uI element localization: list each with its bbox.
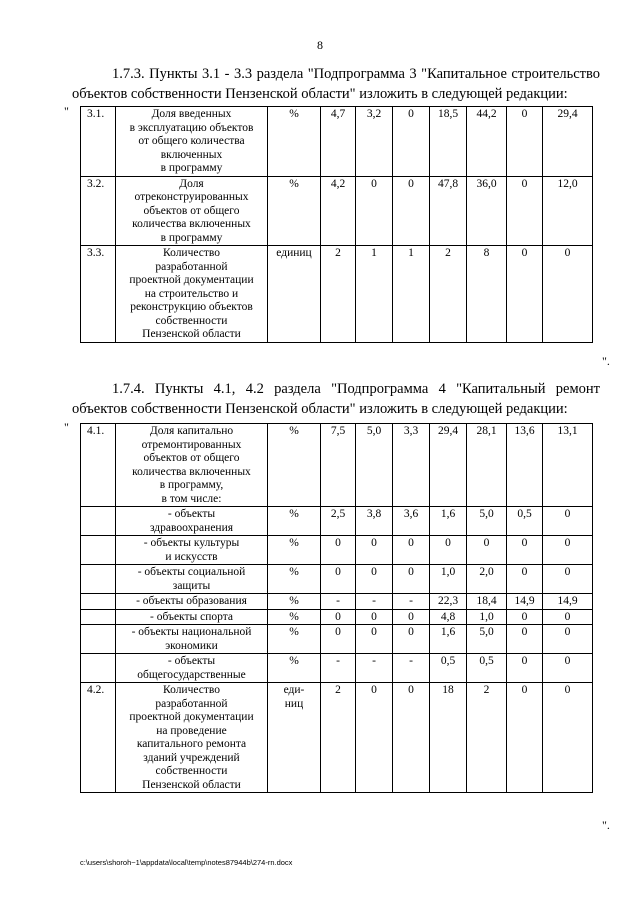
indicator-name-cell	[116, 625, 268, 654]
row-number-cell	[81, 536, 116, 565]
indicator-name-line: разработанной	[155, 260, 228, 273]
indicator-name-line: количества включенных	[132, 465, 251, 478]
row-number-cell: 4.1.	[81, 424, 116, 507]
value-cell: 2	[321, 683, 356, 793]
section1-heading-line1: 1.7.3. Пункты 3.1 - 3.3 раздела "Подпрограмма 3 "Капитальное строительство	[112, 66, 600, 82]
row-number-cell	[81, 654, 116, 683]
unit-cell: еди- ниц	[268, 683, 321, 793]
table-row	[81, 507, 593, 536]
value-cell: 29,4	[543, 107, 593, 177]
table-row	[81, 246, 593, 343]
indicator-name-line: отремонтированных	[141, 438, 242, 451]
indicator-name-line: - объекты культуры	[143, 537, 240, 549]
section2-heading-line2: объектов собственности Пензенской области" изложить в следующей редакции:	[72, 401, 568, 417]
indicator-name-line: в программу,	[159, 479, 224, 491]
indicator-name-line: в том числе:	[161, 492, 222, 505]
section1-heading	[72, 64, 600, 104]
indicator-name-cell	[116, 507, 268, 536]
value-cell: 4,2	[321, 176, 356, 246]
value-cell: 13,1	[543, 424, 593, 507]
section2-heading	[72, 379, 600, 419]
value-cell: 0	[543, 507, 593, 536]
indicator-name-line: количества включенных	[132, 218, 251, 230]
value-cell: 5,0	[356, 424, 393, 507]
value-cell: 7,5	[321, 424, 356, 507]
indicator-name-line: Пензенской области	[142, 328, 241, 340]
value-cell: 18,5	[430, 107, 467, 177]
indicator-name-line: включенных	[160, 148, 223, 161]
value-cell: 0	[321, 536, 356, 565]
indicator-name-line: капитального ремонта	[136, 738, 247, 750]
value-cell: -	[356, 594, 393, 610]
table-subprogram-3	[80, 106, 593, 343]
indicator-name-line: на строительство и	[144, 287, 239, 300]
footer-file-path: c:\users\shoroh~1\appdata\local\temp\notes87944b\274-rn.docx	[80, 858, 293, 867]
value-cell: -	[321, 594, 356, 610]
indicator-name-line: объектов от общего	[143, 452, 240, 464]
value-cell: 0	[507, 176, 543, 246]
value-cell: 0	[393, 609, 430, 625]
value-cell: 0	[356, 609, 393, 625]
indicator-name-cell	[116, 594, 268, 610]
indicator-name-line: здравоохранения	[149, 521, 234, 534]
table-row	[81, 424, 593, 507]
row-number-cell: 3.1.	[81, 107, 116, 177]
section2-open-quote: "	[64, 420, 69, 434]
value-cell: 18,4	[467, 594, 507, 610]
value-cell: 0	[507, 625, 543, 654]
indicator-name-cell	[116, 683, 268, 793]
indicator-name-line: - объекты	[167, 508, 216, 520]
row-number-cell: 3.3.	[81, 246, 116, 343]
value-cell: 0	[507, 654, 543, 683]
value-cell: 29,4	[430, 424, 467, 507]
value-cell: 0	[543, 246, 593, 343]
unit-cell: %	[268, 594, 321, 610]
row-number-cell	[81, 507, 116, 536]
row-number-cell	[81, 594, 116, 610]
value-cell: -	[321, 654, 356, 683]
value-cell: 44,2	[467, 107, 507, 177]
row-number-cell	[81, 609, 116, 625]
value-cell: 3,3	[393, 424, 430, 507]
value-cell: 14,9	[507, 594, 543, 610]
value-cell: 1,6	[430, 507, 467, 536]
value-cell: 0	[356, 536, 393, 565]
value-cell: 13,6	[507, 424, 543, 507]
indicator-name-line: на проведение	[156, 724, 227, 737]
page-number: 8	[317, 38, 323, 52]
indicator-name-line: собственности	[155, 314, 228, 327]
indicator-name-line: Количество	[163, 684, 220, 696]
indicator-name-line: отреконструированных	[134, 191, 249, 203]
unit-cell: %	[268, 625, 321, 654]
value-cell: 0	[356, 683, 393, 793]
value-cell: 3,2	[356, 107, 393, 177]
indicator-name-line: Доля	[179, 177, 204, 190]
indicator-name-line: собственности	[155, 765, 228, 777]
indicator-name-line: объектов от общего	[143, 204, 240, 217]
value-cell: 4,7	[321, 107, 356, 177]
value-cell: 0	[321, 609, 356, 625]
value-cell: -	[393, 654, 430, 683]
indicator-name-line: зданий учреждений	[143, 751, 240, 764]
value-cell: 2	[321, 246, 356, 343]
table-row	[81, 654, 593, 683]
table-row	[81, 107, 593, 177]
value-cell: 0	[507, 246, 543, 343]
value-cell: 5,0	[467, 625, 507, 654]
section2-heading-line1: 1.7.4. Пункты 4.1, 4.2 раздела "Подпрограмма 4 "Капитальный ремонт	[112, 381, 600, 397]
section2-close-quote: ".	[602, 818, 610, 832]
value-cell: 0	[507, 683, 543, 793]
value-cell: 0	[393, 536, 430, 565]
indicator-name-cell	[116, 424, 268, 507]
row-number-cell	[81, 565, 116, 594]
value-cell: 0	[543, 565, 593, 594]
table-row	[81, 536, 593, 565]
value-cell: 3,6	[393, 507, 430, 536]
unit-cell: %	[268, 176, 321, 246]
indicator-name-line: - объекты национальной	[131, 626, 252, 638]
value-cell: 0	[393, 683, 430, 793]
indicator-name-cell	[116, 565, 268, 594]
indicator-name-line: реконструкцию объектов	[130, 301, 253, 313]
value-cell: 0	[543, 609, 593, 625]
section1-close-quote: ".	[602, 354, 610, 368]
indicator-name-line: - объекты социальной	[137, 566, 246, 578]
value-cell: 0	[543, 654, 593, 683]
indicator-name-cell	[116, 609, 268, 625]
table-row	[81, 625, 593, 654]
value-cell: 0	[507, 565, 543, 594]
value-cell: 0,5	[430, 654, 467, 683]
value-cell: 36,0	[467, 176, 507, 246]
value-cell: 1,0	[430, 565, 467, 594]
indicator-name-cell	[116, 654, 268, 683]
value-cell: 18	[430, 683, 467, 793]
value-cell: 0	[543, 625, 593, 654]
indicator-name-line: проектной документации	[129, 274, 254, 286]
unit-cell: %	[268, 424, 321, 507]
value-cell: 0	[356, 565, 393, 594]
value-cell: 0	[393, 176, 430, 246]
indicator-name-cell	[116, 536, 268, 565]
indicator-name-line: в программу	[160, 231, 223, 244]
indicator-name-line: проектной документации	[129, 711, 254, 723]
value-cell: 22,3	[430, 594, 467, 610]
value-cell: 28,1	[467, 424, 507, 507]
section1-heading-line2: объектов собственности Пензенской области" изложить в следующей редакции:	[72, 86, 568, 102]
value-cell: 0	[430, 536, 467, 565]
indicator-name-line: - объекты спорта	[149, 610, 233, 623]
indicator-name-line: от общего количества	[138, 135, 245, 147]
indicator-name-line: Доля капитально	[149, 425, 234, 437]
value-cell: 3,8	[356, 507, 393, 536]
value-cell: 8	[467, 246, 507, 343]
row-number-cell	[81, 625, 116, 654]
value-cell: 0	[393, 625, 430, 654]
unit-cell: %	[268, 507, 321, 536]
indicator-name-line: экономики	[165, 639, 218, 652]
indicator-name-line: Количество	[163, 247, 220, 259]
indicator-name-cell	[116, 176, 268, 246]
indicator-name-line: Пензенской области	[142, 778, 241, 791]
value-cell: 47,8	[430, 176, 467, 246]
indicator-name-cell	[116, 107, 268, 177]
unit-cell: %	[268, 536, 321, 565]
indicator-name-line: - объекты образования	[136, 595, 247, 607]
value-cell: 0,5	[467, 654, 507, 683]
indicator-name-line: разработанной	[155, 697, 228, 710]
value-cell: 0	[507, 609, 543, 625]
value-cell: 1,6	[430, 625, 467, 654]
indicator-name-line: - объекты	[167, 655, 216, 667]
table-subprogram-4	[80, 423, 593, 793]
section1-open-quote: "	[64, 104, 69, 118]
unit-cell: %	[268, 654, 321, 683]
value-cell: 0	[543, 536, 593, 565]
value-cell: 0	[321, 625, 356, 654]
value-cell: 2	[467, 683, 507, 793]
value-cell: -	[356, 654, 393, 683]
value-cell: 0	[507, 107, 543, 177]
table-row	[81, 565, 593, 594]
value-cell: 2,0	[467, 565, 507, 594]
indicator-name-line: защиты	[172, 579, 211, 592]
row-number-cell: 3.2.	[81, 176, 116, 246]
unit-cell: %	[268, 107, 321, 177]
value-cell: 0	[467, 536, 507, 565]
value-cell: 12,0	[543, 176, 593, 246]
value-cell: 0	[393, 565, 430, 594]
value-cell: 1,0	[467, 609, 507, 625]
value-cell: 0	[543, 683, 593, 793]
table-row	[81, 609, 593, 625]
indicator-name-line: общегосударственные	[137, 668, 246, 681]
value-cell: 1	[356, 246, 393, 343]
table-row	[81, 594, 593, 610]
table-row	[81, 176, 593, 246]
value-cell: 1	[393, 246, 430, 343]
unit-cell: %	[268, 565, 321, 594]
value-cell: 2	[430, 246, 467, 343]
value-cell: 0	[393, 107, 430, 177]
value-cell: 0	[356, 625, 393, 654]
indicator-name-line: Доля введенных	[151, 108, 232, 120]
indicator-name-cell	[116, 246, 268, 343]
value-cell: -	[393, 594, 430, 610]
indicator-name-line: в программу	[160, 162, 223, 174]
value-cell: 0	[321, 565, 356, 594]
indicator-name-line: в эксплуатацию объектов	[129, 121, 254, 134]
value-cell: 14,9	[543, 594, 593, 610]
table-row	[81, 683, 593, 793]
value-cell: 5,0	[467, 507, 507, 536]
value-cell: 4,8	[430, 609, 467, 625]
unit-cell: единиц	[268, 246, 321, 343]
value-cell: 0	[356, 176, 393, 246]
indicator-name-line: и искусств	[165, 550, 218, 563]
value-cell: 0,5	[507, 507, 543, 536]
value-cell: 2,5	[321, 507, 356, 536]
value-cell: 0	[507, 536, 543, 565]
unit-cell: %	[268, 609, 321, 625]
row-number-cell: 4.2.	[81, 683, 116, 793]
